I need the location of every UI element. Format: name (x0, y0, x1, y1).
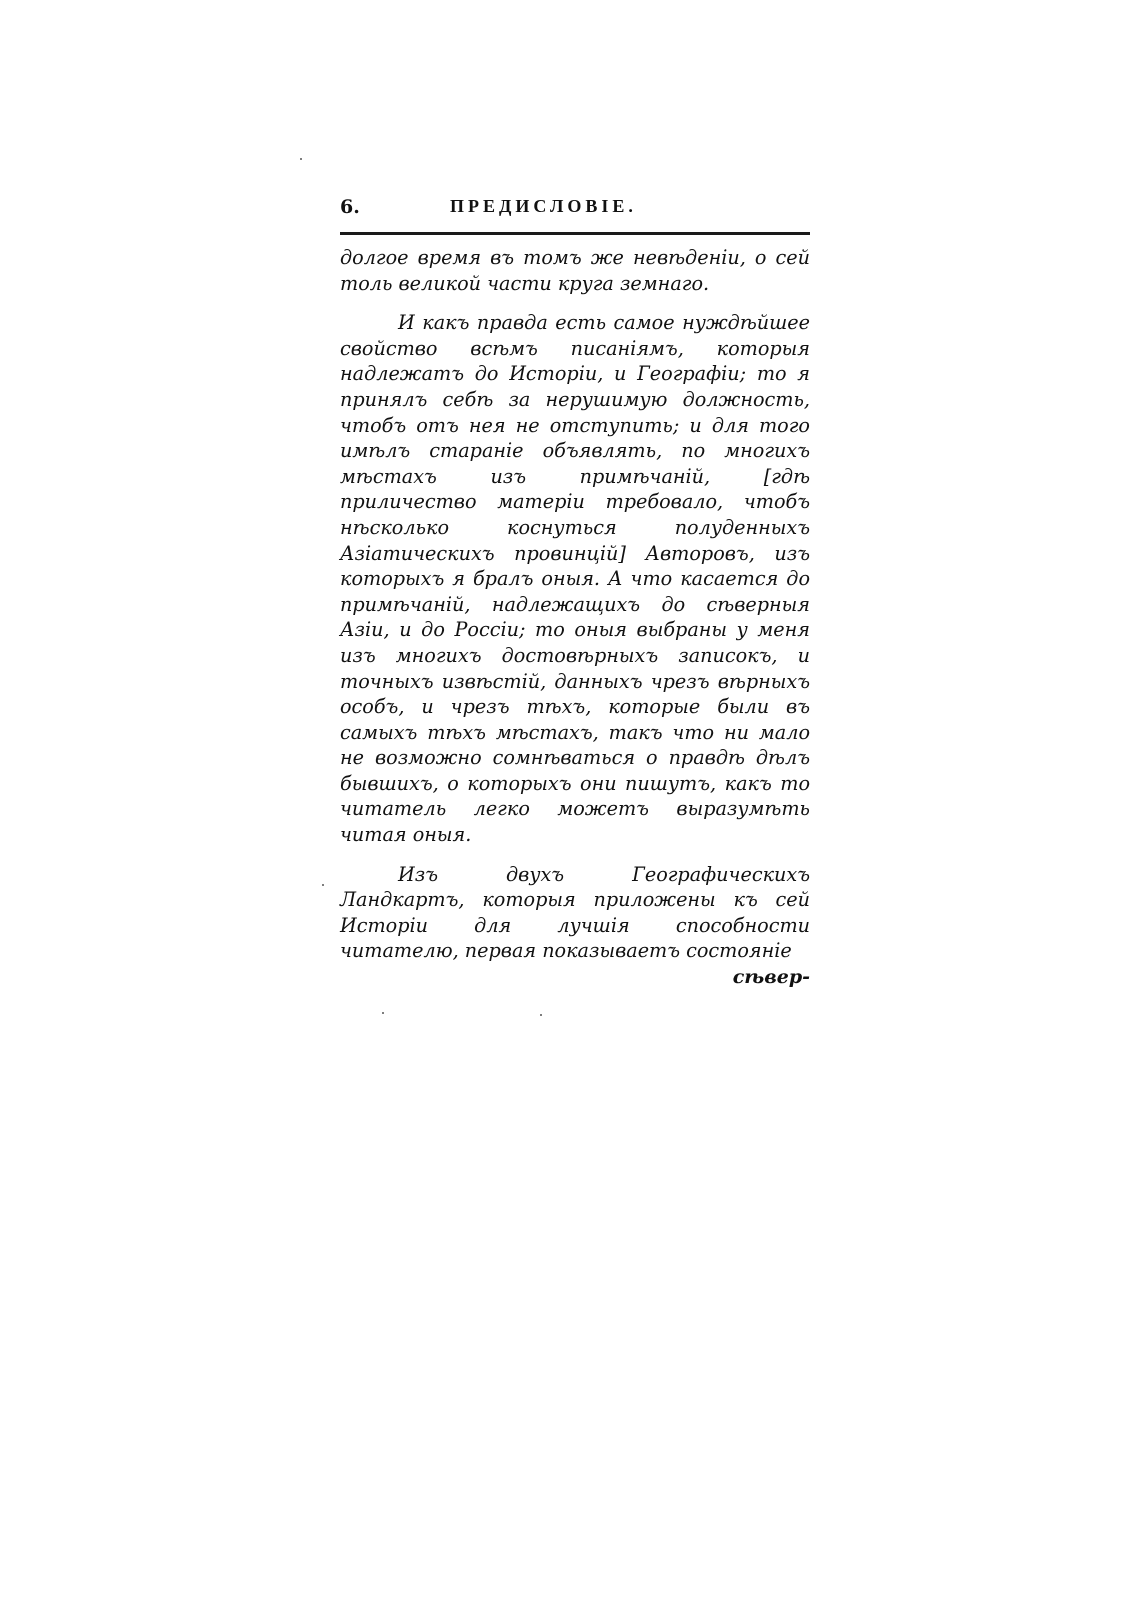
scan-speck (322, 884, 324, 886)
page-number: 6. (340, 196, 360, 218)
scan-speck (300, 158, 302, 160)
scan-speck (382, 1012, 384, 1014)
body-text (340, 245, 810, 990)
running-header (340, 192, 810, 226)
running-title: ПРЕДИСЛОВІЕ. (450, 196, 637, 216)
book-page (340, 192, 810, 990)
paragraph-continued: долгое время въ томъ же невѣденіи, о сей толь великой части круга земнаго. (340, 246, 810, 295)
catchword: сѣвер- (732, 966, 810, 989)
paragraph-truthfulness: И какъ правда есть самое нуждѣйшее свойство всѣмъ писаніямъ, которыя надлежатъ до Исторіи, и Географіи; то я принялъ себѣ за нерушимую должность, чтобъ отъ нея не отступить; и для того имѣлъ стараніе объявлять, по многихъ мѣстахъ изъ примѣчаній, [гдѣ приличество матеріи требовало, чтобъ нѣсколько коснуться полуденныхъ Азіатическихъ провинцій] Авторовъ, изъ которыхъ я бралъ оныя. А что касается до примѣчаній, надлежащихъ до сѣверныя Азіи, и до Россіи; то оныя выбраны у меня изъ многихъ достовѣрныхъ записокъ, и точныхъ извѣстій, данныхъ чрезъ вѣрныхъ особъ, и чрезъ тѣхъ, которые были въ самыхъ тѣхъ мѣстахъ, такъ что ни мало не возможно сомнѣваться о правдѣ дѣлъ бывшихъ, о которыхъ они пишутъ, какъ то читатель легко можетъ выразумѣть читая оныя. (340, 311, 810, 847)
scan-speck (540, 1014, 542, 1016)
header-rule (340, 232, 810, 235)
paragraph-maps: Изъ двухъ Географическихъ Ландкартъ, которыя приложены къ сей Исторіи для лучшія способности читателю, первая показываетъ состояніе (340, 862, 810, 963)
